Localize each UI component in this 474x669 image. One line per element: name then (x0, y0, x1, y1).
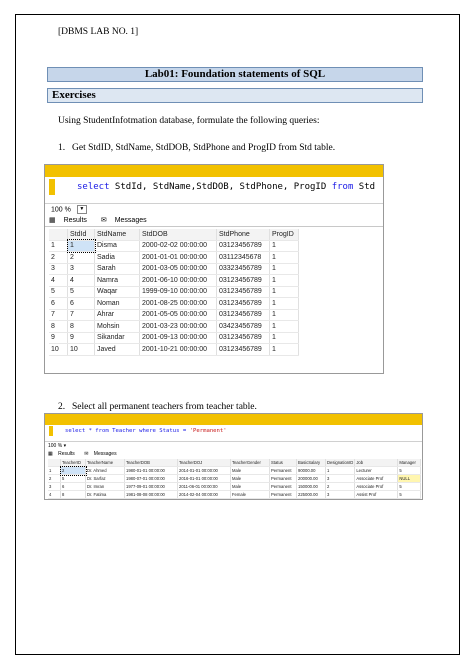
column-header (48, 459, 61, 467)
column-header: DesignationID (327, 460, 354, 465)
cell[interactable]: 2011-06-01 00:00:00 (178, 483, 231, 491)
cell[interactable]: Permanent (270, 491, 297, 499)
cell[interactable]: 1 (68, 240, 95, 252)
cell[interactable]: Dr. Fatima (86, 491, 125, 499)
query-1-screenshot (44, 164, 384, 374)
tab-messages[interactable] (84, 451, 120, 457)
chevron-down-icon[interactable]: ▼ (77, 205, 87, 214)
header-row (49, 229, 299, 240)
row-number: 7 (49, 309, 68, 321)
table-row[interactable] (48, 475, 421, 483)
table-row[interactable] (49, 309, 299, 321)
cell[interactable]: Disma (95, 240, 140, 252)
chevron-down-icon[interactable]: ▾ (63, 443, 67, 449)
cell[interactable]: 2001-10-21 00:00:00 (140, 344, 217, 356)
cell[interactable]: Namra (95, 275, 140, 287)
cell[interactable]: Assist Prof (355, 491, 398, 499)
column-header: TeacherDOJ (178, 459, 231, 467)
cell[interactable]: Male (231, 475, 270, 483)
column-header: StdName (95, 229, 140, 240)
table-row[interactable] (49, 263, 299, 275)
tab-messages[interactable] (101, 217, 153, 224)
cell[interactable]: Sikandar (95, 332, 140, 344)
results-grid-2 (48, 459, 421, 499)
cell[interactable]: Ahrar (95, 309, 140, 321)
cell[interactable]: Male (231, 483, 270, 491)
query-table: Std (353, 182, 376, 192)
row-number: 10 (49, 344, 68, 356)
row-number: 6 (49, 298, 68, 310)
grid-icon: ▦ (49, 217, 56, 224)
cell[interactable]: 03123456789 (217, 309, 270, 321)
cell[interactable]: 2014-01-01 00:00:00 (178, 467, 231, 475)
zoom-level: 100 % (48, 443, 63, 449)
cell[interactable]: 1 (270, 298, 299, 310)
column-header: Manager (398, 459, 421, 467)
cell[interactable]: 5 (68, 286, 95, 298)
cell[interactable]: 7 (68, 309, 95, 321)
column-header: TeacherDOB (125, 459, 178, 467)
cell[interactable]: Sadia (95, 252, 140, 264)
cell[interactable]: 03123456789 (217, 240, 270, 252)
table-row[interactable] (49, 332, 299, 344)
column-header: Job (355, 459, 398, 467)
query-string: 'Permanent' (189, 428, 227, 434)
cell[interactable]: 2001-03-05 00:00:00 (140, 263, 217, 275)
cell[interactable]: 2001-06-10 00:00:00 (140, 275, 217, 287)
cell[interactable]: 3 (326, 491, 355, 499)
cell[interactable]: 1981-08-08 00:00:00 (125, 491, 178, 499)
column-header: Status (270, 459, 297, 467)
cell[interactable]: Female (231, 491, 270, 499)
query-1-text (77, 182, 375, 192)
result-tabs (48, 451, 125, 457)
row-number: 1 (49, 240, 68, 252)
cell[interactable]: 03423456789 (217, 321, 270, 333)
column-header: StdId (68, 229, 95, 240)
question-1-number: 1. (58, 143, 66, 153)
cell[interactable]: 3 (68, 263, 95, 275)
column-header (49, 229, 68, 240)
column-header: ProgID (270, 229, 299, 240)
cell[interactable]: 5 (398, 467, 421, 475)
query-2-text (65, 428, 227, 434)
cell[interactable]: 03123456789 (217, 332, 270, 344)
column-header: StdPhone (217, 229, 270, 240)
cell[interactable]: 1 (326, 467, 355, 475)
editor-tab-bar (45, 414, 423, 425)
cell[interactable]: 1 (270, 286, 299, 298)
query-editor[interactable] (45, 177, 384, 204)
cell[interactable]: 03123456789 (217, 286, 270, 298)
question-1-text: Get StdID, StdName, StdDOB, StdPhone and ProgID from Std table. (72, 143, 336, 153)
cell[interactable]: 1 (270, 321, 299, 333)
column-header: StdDOB (140, 229, 217, 240)
editor-gutter-marker (49, 179, 55, 195)
cell[interactable]: Dr. Sarfaz (86, 475, 125, 483)
cell[interactable]: 10 (68, 344, 95, 356)
cell[interactable]: 4 (68, 275, 95, 287)
row-number: 1 (48, 467, 61, 475)
cell[interactable]: 1 (270, 240, 299, 252)
cell[interactable]: 1 (270, 332, 299, 344)
editor-gutter-marker (49, 426, 53, 436)
cell[interactable]: 2 (68, 252, 95, 264)
cell[interactable]: Waqar (95, 286, 140, 298)
cell[interactable]: 5 (398, 483, 421, 491)
table-row[interactable] (49, 321, 299, 333)
cell[interactable]: Javed (95, 344, 140, 356)
cell[interactable]: 1977-09-01 00:00:00 (125, 483, 178, 491)
cell[interactable]: Permanent (270, 475, 297, 483)
row-number: 8 (49, 321, 68, 333)
tab-results[interactable] (49, 217, 93, 224)
cell[interactable]: 03323456789 (217, 263, 270, 275)
table-row[interactable] (49, 240, 299, 252)
zoom-level: 100 % (51, 206, 71, 214)
cell[interactable]: Male (231, 467, 270, 475)
cell[interactable]: 2001-01-01 00:00:00 (140, 252, 217, 264)
cell[interactable]: 1 (270, 263, 299, 275)
cell[interactable]: 225000.00 (297, 491, 326, 499)
cell[interactable]: Lecturer (355, 467, 398, 475)
lab-title: Lab01: Foundation statements of SQL (47, 67, 423, 82)
tab-results-label: Results (63, 217, 87, 224)
row-number: 4 (49, 275, 68, 287)
tab-messages-label: Messages (93, 451, 117, 457)
query-editor[interactable] (45, 425, 423, 442)
row-number: 5 (49, 286, 68, 298)
lab-header: [DBMS LAB NO. 1] (58, 27, 139, 37)
cell[interactable]: Noman (95, 298, 140, 310)
table-row[interactable] (48, 467, 421, 475)
cell[interactable]: Permanent (270, 483, 297, 491)
cell[interactable]: Associate Prof (355, 483, 398, 491)
row-number: 3 (49, 263, 68, 275)
cell[interactable]: 8 (61, 491, 86, 499)
cell[interactable]: 2001-08-25 00:00:00 (140, 298, 217, 310)
cell[interactable]: 6 (61, 483, 86, 491)
cell[interactable]: 5 (61, 475, 86, 483)
tab-messages-label: Messages (114, 217, 147, 224)
keyword-from: from (331, 182, 354, 192)
cell[interactable]: 1 (270, 309, 299, 321)
divider (45, 226, 384, 227)
intro-text: Using StudentInfotmation database, formulate the following queries: (58, 116, 320, 126)
question-2-number: 2. (58, 402, 66, 412)
table-row[interactable] (49, 252, 299, 264)
table-row[interactable] (48, 491, 421, 499)
cell[interactable]: 2 (61, 467, 86, 475)
cell[interactable]: 1980-01-01 00:00:00 (125, 467, 178, 475)
table-row[interactable] (49, 286, 299, 298)
cell[interactable]: 1999-09-10 00:00:00 (140, 286, 217, 298)
cell[interactable]: 2000-02-02 00:00:00 (140, 240, 217, 252)
row-number: 4 (48, 491, 61, 499)
tab-results-label: Results (58, 451, 75, 457)
cell[interactable]: 2014-02-04 00:00:00 (178, 491, 231, 499)
cell[interactable]: 150000.00 (297, 483, 326, 491)
zoom-control[interactable] (51, 205, 87, 214)
grid-icon: ▦ (48, 451, 53, 457)
table-row[interactable] (49, 275, 299, 287)
column-header: TeacherName (86, 459, 125, 467)
column-header: TeacherID (61, 459, 86, 467)
cell[interactable]: 03123456789 (217, 298, 270, 310)
row-number: 2 (48, 475, 61, 483)
column-header: BasicSalary (297, 459, 326, 467)
tab-results[interactable] (48, 451, 79, 457)
table-row[interactable] (48, 483, 421, 491)
section-heading: Exercises (47, 88, 423, 103)
cell[interactable]: 90000.00 (297, 467, 326, 475)
cell[interactable]: Associate Prof (355, 475, 398, 483)
cell[interactable]: Dr. Ahmed (86, 467, 125, 475)
cell[interactable]: Sarah (95, 263, 140, 275)
query-columns: StdId, StdName,StdDOB, StdPhone, ProgID (109, 182, 332, 192)
cell[interactable]: 1 (270, 344, 299, 356)
cell[interactable]: 2001-05-05 00:00:00 (140, 309, 217, 321)
row-number: 9 (49, 332, 68, 344)
table-row[interactable] (49, 298, 299, 310)
cell[interactable]: Permanent (270, 467, 297, 475)
cell[interactable]: 5 (398, 491, 421, 499)
cell[interactable]: 03123456789 (217, 275, 270, 287)
results-grid-1 (49, 229, 299, 356)
cell[interactable]: 200000.00 (297, 475, 326, 483)
message-icon: ✉ (100, 217, 107, 224)
cell[interactable]: Mohsin (95, 321, 140, 333)
cell[interactable]: 1 (270, 252, 299, 264)
cell[interactable]: 9 (68, 332, 95, 344)
cell[interactable]: NULL (398, 475, 421, 483)
cell[interactable]: 8 (68, 321, 95, 333)
cell[interactable]: 1 (270, 275, 299, 287)
keyword-select: select (77, 182, 110, 192)
zoom-control[interactable] (48, 443, 66, 449)
header-row (48, 459, 421, 467)
cell[interactable]: 03123456789 (217, 344, 270, 356)
column-header: TeacherGender (231, 459, 270, 467)
cell[interactable]: 3 (326, 475, 355, 483)
cell[interactable]: 03112345678 (217, 252, 270, 264)
question-2-text: Select all permanent teachers from teacher table. (72, 402, 257, 412)
result-tabs (49, 216, 159, 224)
table-row[interactable] (49, 344, 299, 356)
cell[interactable]: 2 (326, 483, 355, 491)
cell[interactable]: 2001-03-23 00:00:00 (140, 321, 217, 333)
cell[interactable]: 1980-07-01 00:00:00 (125, 475, 178, 483)
query-keywords: select * from Teacher where Status = (65, 428, 190, 434)
query-2-screenshot (44, 413, 423, 500)
cell[interactable]: Dr. Imran (86, 483, 125, 491)
editor-tab-bar (45, 165, 384, 177)
cell[interactable]: 2001-09-13 00:00:00 (140, 332, 217, 344)
message-icon: ✉ (84, 451, 89, 457)
cell[interactable]: 6 (68, 298, 95, 310)
cell[interactable]: 2016-01-01 00:00:00 (178, 475, 231, 483)
row-number: 3 (48, 483, 61, 491)
row-number: 2 (49, 252, 68, 264)
